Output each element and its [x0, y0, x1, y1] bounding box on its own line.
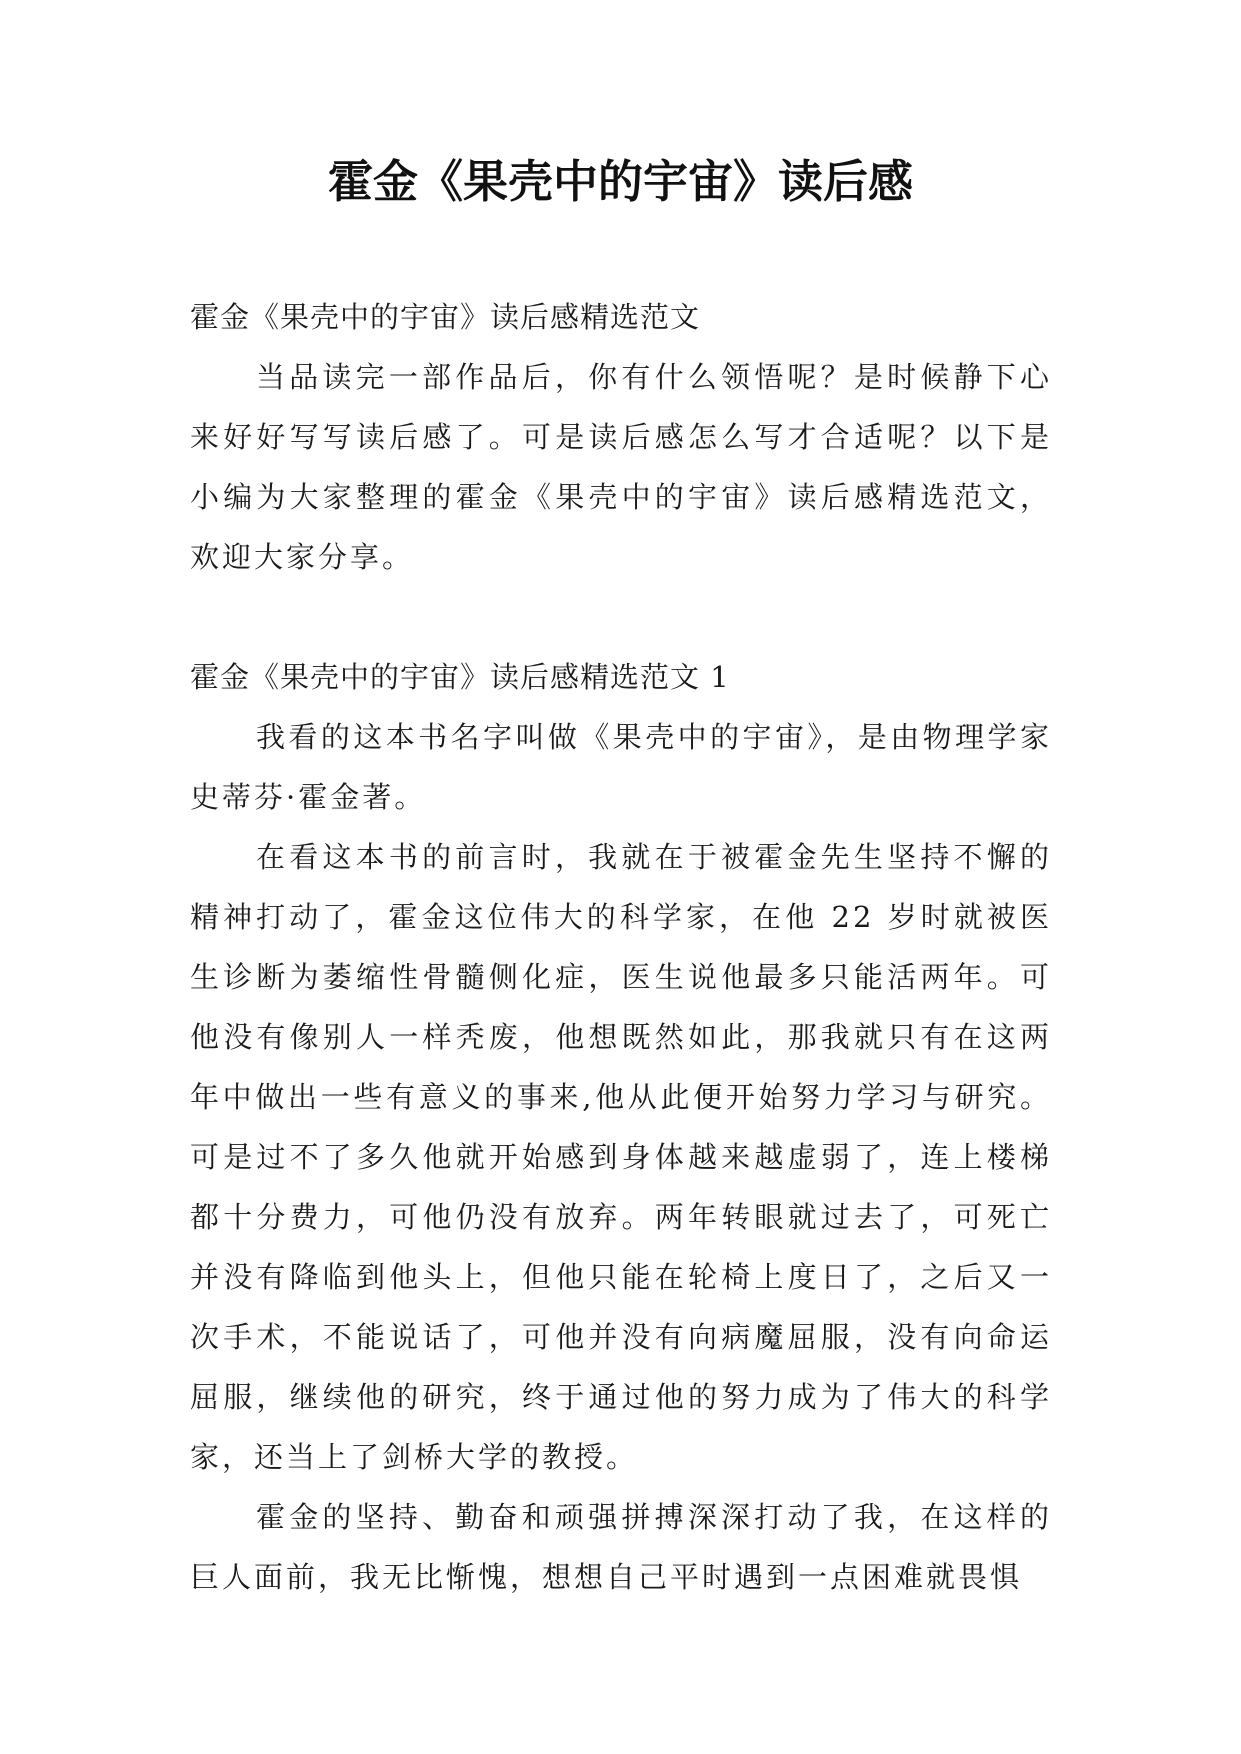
section-heading: 霍金《果壳中的宇宙》读后感精选范文	[190, 300, 701, 334]
paragraph: 霍金的坚持、勤奋和顽强拼搏深深打动了我，在这样的巨人面前，我无比惭愧，想想自己平时遇到一点困难就畏惧	[190, 1500, 1052, 1594]
paragraph: 我看的这本书名字叫做《果壳中的宇宙》，是由物理学家史蒂芬·霍金著。	[190, 720, 1052, 814]
section-spacer	[190, 587, 1052, 647]
document-title: 霍金《果壳中的宇宙》读后感	[327, 155, 913, 208]
paragraph: 当品读完一部作品后，你有什么领悟呢？是时候静下心来好好写写读后感了。可是读后感怎么写才合适呢？以下是小编为大家整理的霍金《果壳中的宇宙》读后感精选范文，欢迎大家分享。	[190, 360, 1052, 574]
paragraph: 在看这本书的前言时，我就在于被霍金先生坚持不懈的精神打动了，霍金这位伟大的科学家，在他 22 岁时就被医生诊断为萎缩性骨髓侧化症，医生说他最多只能活两年。可他没有像别人一样秃废，他想既然如此，那我就只有在这两年中做出一些有意义的事来,他从此便开始努力学习与研究。可是过不了多久他就开始感到身体越来越虚弱了，连上楼梯都十分费力，可他仍没有放弃。两年转眼就过去了，可死亡并没有降临到他头上，但他只能在轮椅上度日了，之后又一次手术，不能说话了，可他并没有向病魔屈服，没有向命运屈服，继续他的研究，终于通过他的努力成为了伟大的科学家，还当上了剑桥大学的教授。	[190, 840, 1052, 1474]
document-body	[190, 287, 1052, 1607]
section-heading: 霍金《果壳中的宇宙》读后感精选范文 1	[190, 660, 730, 694]
